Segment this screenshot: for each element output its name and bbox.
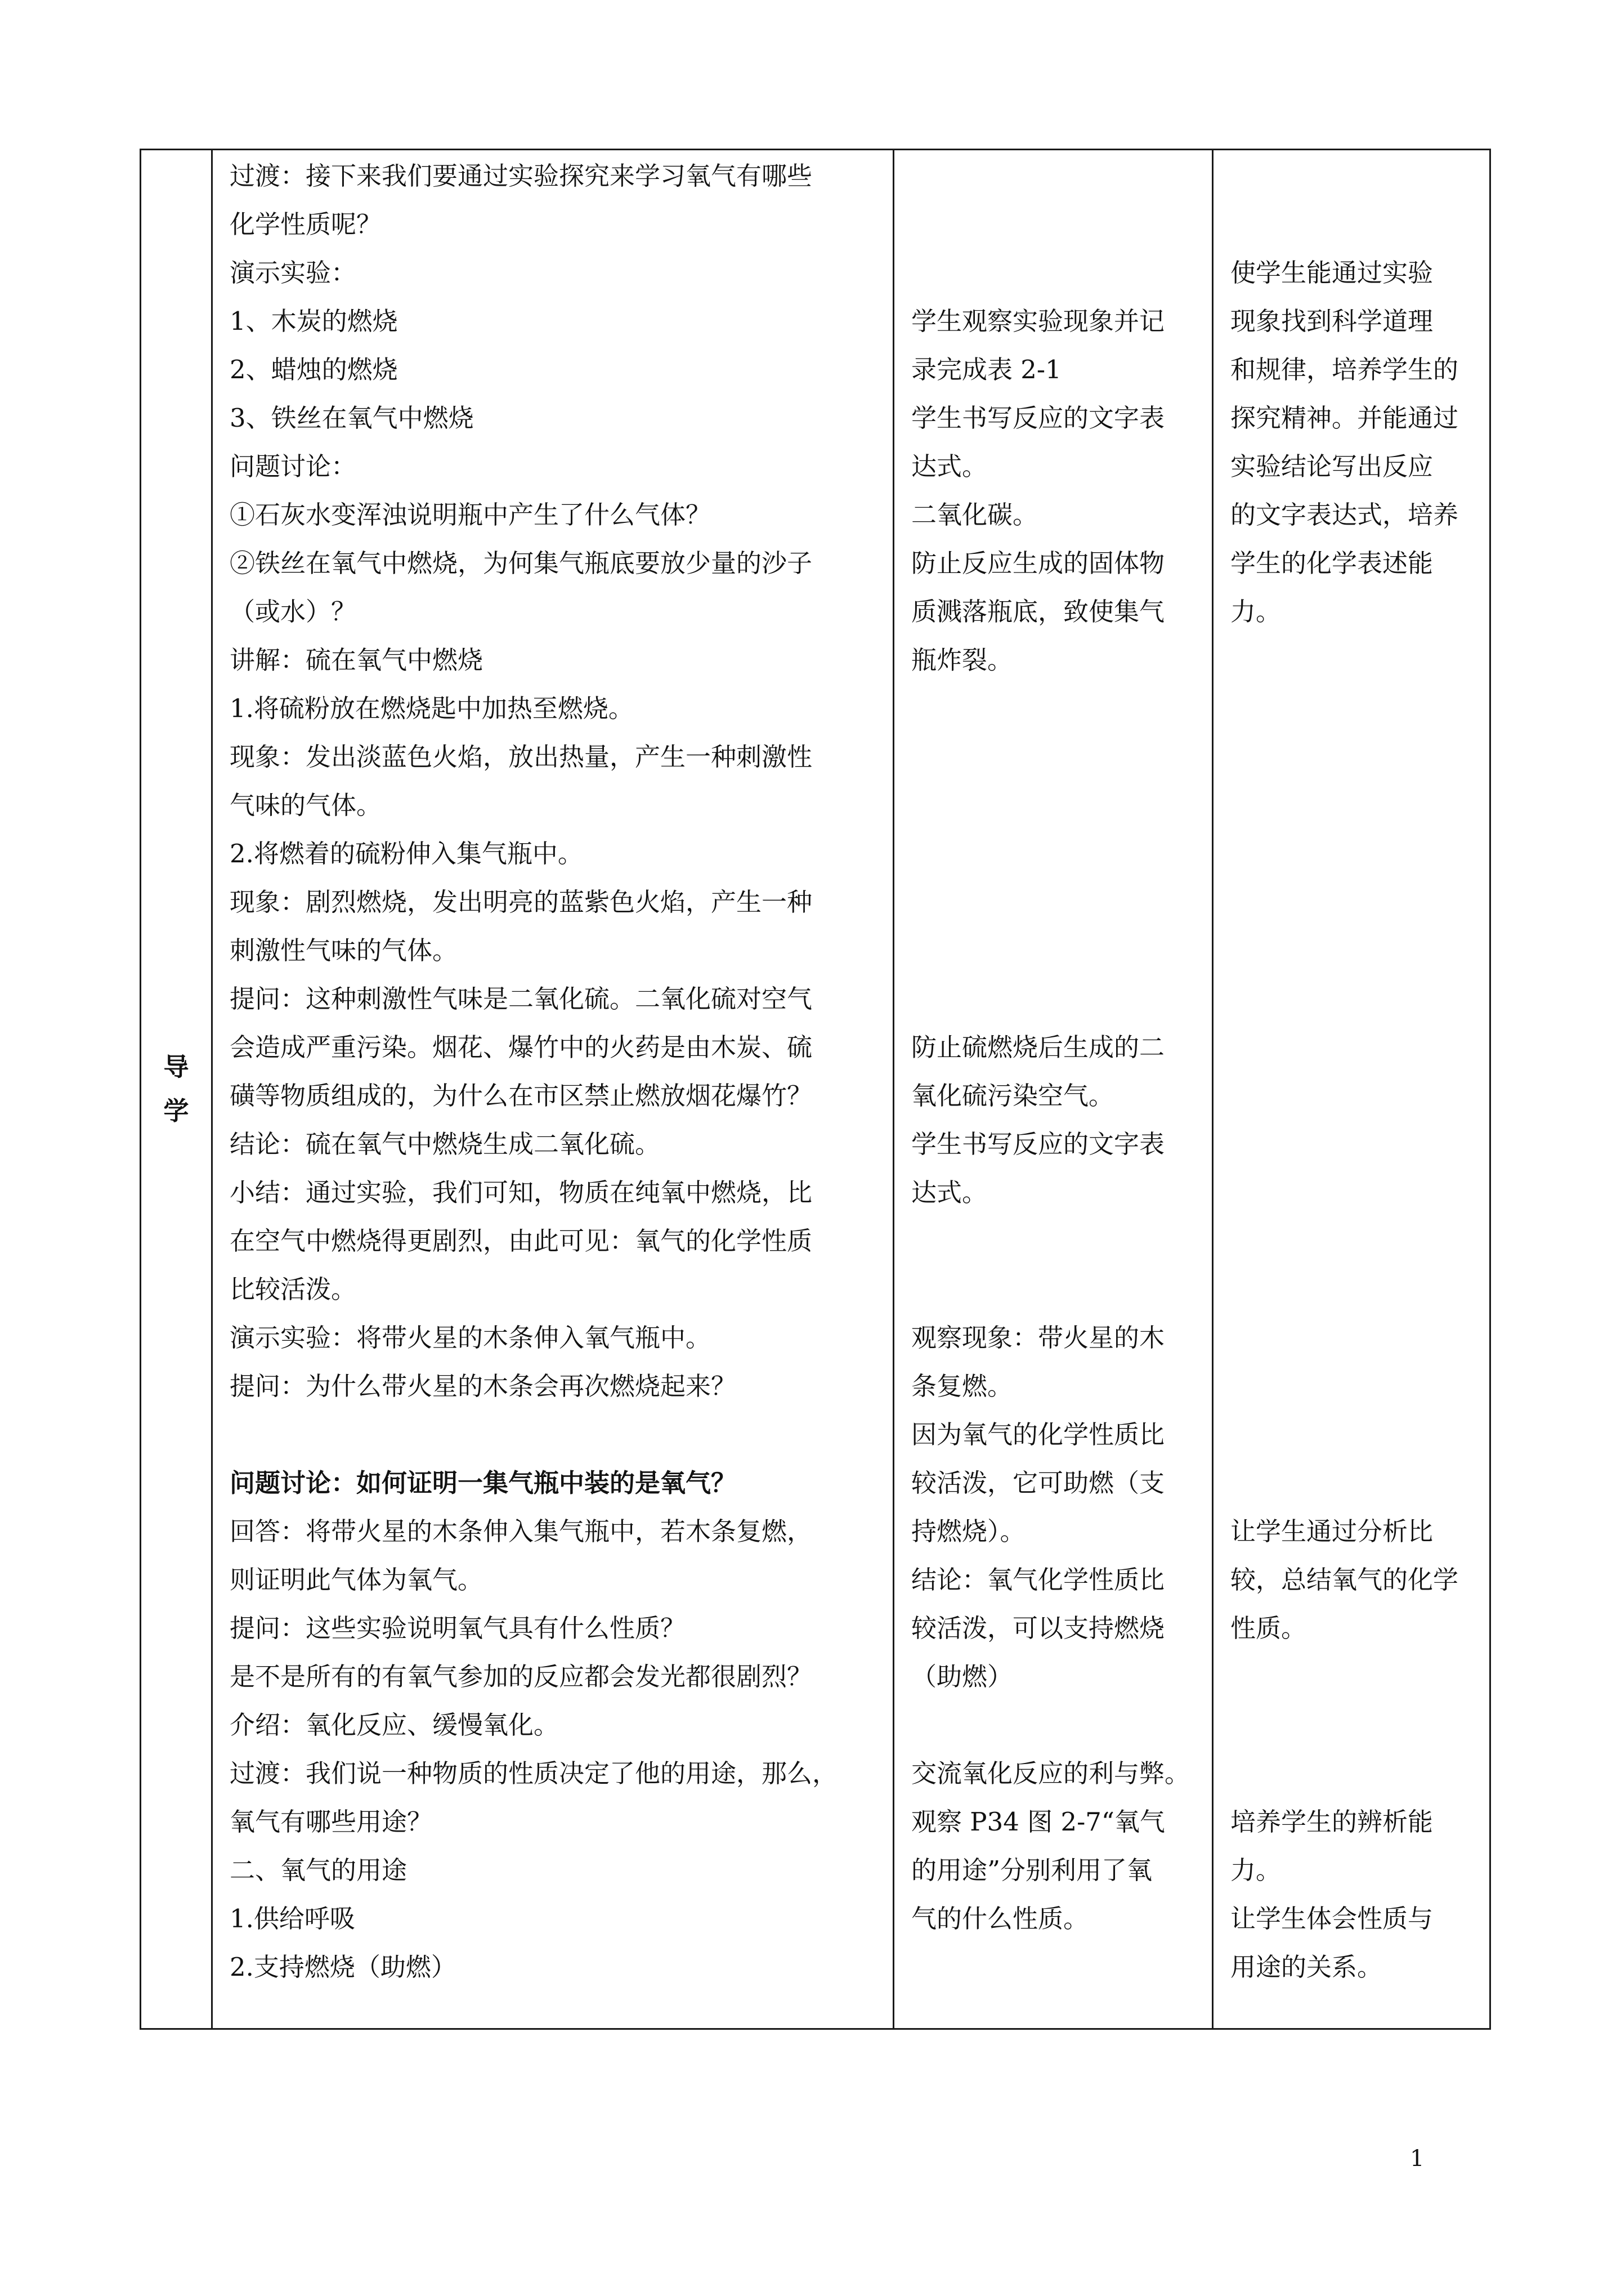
student-activity-line (911, 1701, 1212, 1749)
teacher-activity-line: ②铁丝在氧气中燃烧，为何集气瓶底要放少量的沙子 (230, 548, 813, 578)
teacher-activity-line: 介绍：氧化反应、缓慢氧化。 (230, 1710, 559, 1740)
student-activity-line: 防止硫燃烧后生成的二 (911, 1032, 1165, 1062)
teacher-activity-line: ①石灰水变浑浊说明瓶中产生了什么气体？ (230, 500, 711, 530)
teacher-activity-line: 则证明此气体为氧气。 (230, 1565, 483, 1595)
design-intent-lines (1213, 150, 1489, 2030)
design-intent-line (1230, 1169, 1489, 1217)
teacher-activity-line: 3、铁丝在氧气中燃烧 (230, 403, 474, 433)
design-intent-line (1230, 1023, 1489, 1072)
student-activity-line (911, 733, 1212, 781)
design-intent-line (1230, 1362, 1489, 1411)
teacher-activity-line: 磺等物质组成的，为什么在市区禁止燃放烟花爆竹？ (230, 1081, 813, 1111)
page-number: 1 (1410, 2146, 1425, 2172)
teacher-activity-line: 过渡：我们说一种物质的性质决定了他的用途，那么， (230, 1758, 838, 1788)
student-activity-line: 瓶炸裂。 (911, 645, 1013, 675)
teacher-activity-line: 是不是所有的有氧气参加的反应都会发光都很剧烈？ (230, 1662, 813, 1691)
teacher-activity-line: 问题讨论： (230, 451, 357, 481)
student-activity-line: （助燃） (911, 1662, 1013, 1691)
teacher-activity-line: 化学性质呢？ (230, 209, 382, 239)
design-intent-line (1230, 733, 1489, 781)
design-intent-line (1230, 152, 1489, 200)
teacher-activity-line: 提问：这种刺激性气味是二氧化硫。二氧化硫对空气 (230, 984, 813, 1014)
teacher-activity-line: 刺激性气味的气体。 (230, 936, 458, 965)
design-intent-line: 让学生通过分析比 (1230, 1516, 1434, 1546)
design-intent-line: 用途的关系。 (1230, 1952, 1383, 1982)
design-intent-line: 学生的化学表述能 (1230, 548, 1434, 578)
student-activity-line: 质溅落瓶底，致使集气 (911, 597, 1165, 626)
teacher-activity-line: 提问：这些实验说明氧气具有什么性质？ (230, 1613, 686, 1643)
design-intent-line (1230, 1701, 1489, 1749)
student-activity-line (911, 200, 1212, 249)
student-activity-line: 条复燃。 (911, 1371, 1013, 1401)
design-intent-line (1230, 1217, 1489, 1265)
student-activity-cell (894, 150, 1213, 2029)
student-activity-line: 的用途”分别利用了氧 (911, 1855, 1153, 1885)
design-intent-line (1230, 975, 1489, 1023)
teacher-activity-line: 2.将燃着的硫粉伸入集气瓶中。 (230, 839, 583, 869)
student-activity-line: 学生观察实验现象并记 (911, 306, 1165, 336)
design-intent-line (1230, 1314, 1489, 1362)
design-intent-line (1230, 830, 1489, 878)
design-intent-line: 探究精神。并能通过 (1230, 403, 1459, 433)
student-activity-line (911, 684, 1212, 733)
teacher-activity-line: 现象：发出淡蓝色火焰，放出热量，产生一种刺激性 (230, 742, 813, 772)
design-intent-line: 较，总结氧气的化学 (1230, 1565, 1459, 1595)
teacher-activity-line: 比较活泼。 (230, 1274, 357, 1304)
teacher-activity-lines (213, 150, 893, 2030)
teacher-activity-line: 在空气中燃烧得更剧烈，由此可见：氧气的化学性质 (230, 1226, 813, 1256)
design-intent-line: 力。 (1230, 1855, 1282, 1885)
student-activity-line (911, 927, 1212, 975)
design-intent-line (1230, 1459, 1489, 1507)
teacher-activity-line: 会造成严重污染。烟花、爆竹中的火药是由木炭、硫 (230, 1032, 813, 1062)
student-activity-line (911, 152, 1212, 200)
design-intent-line: 力。 (1230, 597, 1282, 626)
design-intent-line (1230, 1653, 1489, 1701)
section-label-cell (141, 150, 212, 2029)
student-activity-lines (894, 150, 1212, 2030)
student-activity-line (911, 781, 1212, 830)
student-activity-line (911, 975, 1212, 1023)
design-intent-line: 让学生体会性质与 (1230, 1904, 1434, 1934)
design-intent-line (1230, 1265, 1489, 1314)
teacher-activity-line: 过渡：接下来我们要通过实验探究来学习氧气有哪些 (230, 161, 813, 191)
design-intent-line (1230, 200, 1489, 249)
student-activity-line: 较活泼，它可助燃（支 (911, 1468, 1165, 1498)
student-activity-line: 学生书写反应的文字表 (911, 1129, 1165, 1159)
design-intent-line (1230, 1120, 1489, 1169)
student-activity-line: 结论：氧气化学性质比 (911, 1565, 1165, 1595)
teacher-activity-line: 回答：将带火星的木条伸入集气瓶中，若木条复燃， (230, 1516, 813, 1546)
student-activity-line: 交流氧化反应的利与弊。 (911, 1758, 1190, 1788)
teacher-activity-line: 1.将硫粉放在燃烧匙中加热至燃烧。 (230, 693, 634, 723)
student-activity-line: 防止反应生成的固体物 (911, 548, 1165, 578)
teacher-activity-line: 气味的气体。 (230, 790, 382, 820)
design-intent-line (1230, 636, 1489, 684)
design-intent-line (1230, 878, 1489, 927)
section-label: 导学 (163, 1052, 189, 1126)
design-intent-line (1230, 1072, 1489, 1120)
student-activity-line (911, 249, 1212, 297)
student-activity-line: 二氧化碳。 (911, 500, 1038, 530)
teacher-activity-line: （或水）？ (230, 597, 357, 626)
student-activity-line: 学生书写反应的文字表 (911, 403, 1165, 433)
teacher-activity-line: 演示实验：将带火星的木条伸入氧气瓶中。 (230, 1323, 711, 1353)
student-activity-line: 因为氧气的化学性质比 (911, 1420, 1165, 1449)
design-intent-line: 实验结论写出反应 (1230, 451, 1434, 481)
student-activity-line: 观察 P34 图 2-7“氧气 (911, 1807, 1165, 1837)
teacher-activity-line: 讲解：硫在氧气中燃烧 (230, 645, 483, 675)
teacher-activity-line: 二、氧气的用途 (230, 1855, 408, 1885)
student-activity-line (911, 878, 1212, 927)
student-activity-line: 录完成表 2-1 (911, 355, 1062, 384)
teacher-activity-line: 问题讨论：如何证明一集气瓶中装的是氧气？ (230, 1468, 737, 1498)
design-intent-line (1230, 1749, 1489, 1798)
student-activity-line (911, 1217, 1212, 1265)
teacher-activity-line: 小结：通过实验，我们可知，物质在纯氧中燃烧，比 (230, 1178, 813, 1207)
student-activity-line: 达式。 (911, 451, 988, 481)
design-intent-line (1230, 1411, 1489, 1459)
design-intent-line (1230, 781, 1489, 830)
design-intent-line (1230, 684, 1489, 733)
student-activity-line (911, 830, 1212, 878)
lesson-plan-table (140, 149, 1491, 2030)
design-intent-line: 培养学生的辨析能 (1230, 1807, 1434, 1837)
teacher-activity-line: 1.供给呼吸 (230, 1904, 355, 1934)
student-activity-line (911, 1265, 1212, 1314)
teacher-activity-line: 1、木炭的燃烧 (230, 306, 398, 336)
design-intent-line: 性质。 (1230, 1613, 1307, 1643)
teacher-activity-cell (212, 150, 894, 2029)
design-intent-line: 现象找到科学道理 (1230, 306, 1434, 336)
teacher-activity-line: 提问：为什么带火星的木条会再次燃烧起来？ (230, 1371, 737, 1401)
guided-learning-row (141, 150, 1490, 2029)
teacher-activity-line: 演示实验： (230, 258, 357, 288)
teacher-activity-line: 氧气有哪些用途？ (230, 1807, 433, 1837)
student-activity-line: 观察现象：带火星的木 (911, 1323, 1165, 1353)
teacher-activity-line: 现象：剧烈燃烧，发出明亮的蓝紫色火焰，产生一种 (230, 887, 813, 917)
student-activity-line: 氧化硫污染空气。 (911, 1081, 1114, 1111)
student-activity-line: 较活泼，可以支持燃烧 (911, 1613, 1165, 1643)
student-activity-line: 持燃烧）。 (911, 1516, 1026, 1546)
design-intent-cell (1213, 150, 1490, 2029)
student-activity-line: 达式。 (911, 1178, 988, 1207)
design-intent-line (1230, 927, 1489, 975)
teacher-activity-line: 2、蜡烛的燃烧 (230, 355, 398, 384)
student-activity-line: 气的什么性质。 (911, 1904, 1089, 1934)
teacher-activity-line: 结论：硫在氧气中燃烧生成二氧化硫。 (230, 1129, 661, 1159)
design-intent-line: 的文字表达式，培养 (1230, 500, 1459, 530)
design-intent-line: 使学生能通过实验 (1230, 258, 1434, 288)
design-intent-line: 和规律，培养学生的 (1230, 355, 1459, 384)
teacher-activity-line: 2.支持燃烧（助燃） (230, 1952, 456, 1982)
teacher-activity-line (230, 1411, 893, 1459)
